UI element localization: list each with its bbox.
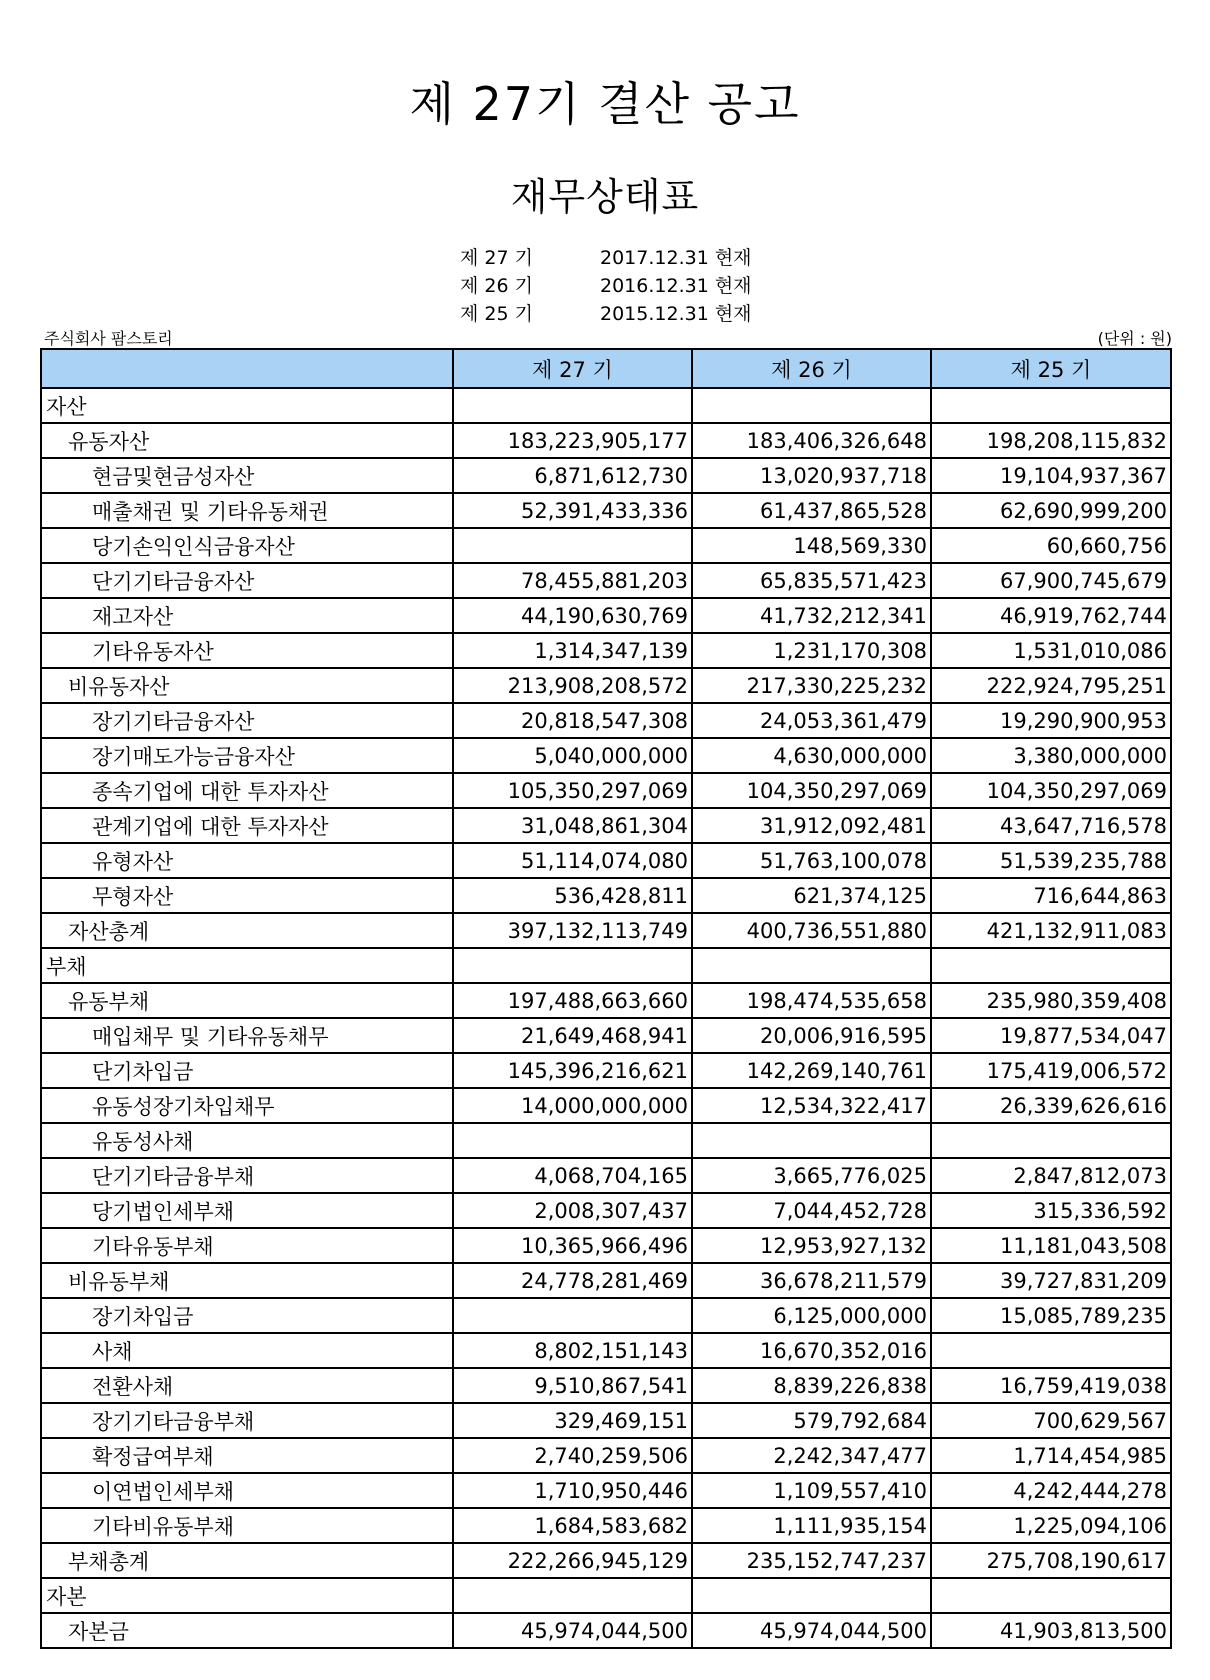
account-name-cell: 유동부채 bbox=[41, 983, 453, 1018]
account-name-cell: 무형자산 bbox=[41, 878, 453, 913]
table-row bbox=[41, 668, 1171, 703]
amount-cell: 41,903,813,500 bbox=[931, 1613, 1171, 1648]
table-row bbox=[41, 1193, 1171, 1228]
amount-cell bbox=[453, 1123, 692, 1158]
amount-cell: 67,900,745,679 bbox=[931, 563, 1171, 598]
account-name-cell: 사채 bbox=[41, 1333, 453, 1368]
amount-cell: 1,111,935,154 bbox=[692, 1508, 931, 1543]
account-name-cell: 종속기업에 대한 투자자산 bbox=[41, 773, 453, 808]
amount-cell: 397,132,113,749 bbox=[453, 913, 692, 948]
table-row bbox=[41, 1158, 1171, 1193]
amount-cell: 12,534,322,417 bbox=[692, 1088, 931, 1123]
amount-cell bbox=[453, 948, 692, 983]
amount-cell: 198,474,535,658 bbox=[692, 983, 931, 1018]
account-name-cell: 관계기업에 대한 투자자산 bbox=[41, 808, 453, 843]
table-row bbox=[41, 1508, 1171, 1543]
amount-cell: 400,736,551,880 bbox=[692, 913, 931, 948]
amount-cell: 421,132,911,083 bbox=[931, 913, 1171, 948]
amount-cell bbox=[692, 1578, 931, 1613]
account-name-cell: 자본금 bbox=[41, 1613, 453, 1648]
amount-cell: 6,871,612,730 bbox=[453, 458, 692, 493]
amount-cell: 700,629,567 bbox=[931, 1403, 1171, 1438]
amount-cell: 2,008,307,437 bbox=[453, 1193, 692, 1228]
amount-cell: 536,428,811 bbox=[453, 878, 692, 913]
amount-cell: 45,974,044,500 bbox=[453, 1613, 692, 1648]
table-row bbox=[41, 1473, 1171, 1508]
amount-cell bbox=[453, 528, 692, 563]
table-row bbox=[41, 773, 1171, 808]
statement-title: 재무상태표 bbox=[510, 175, 700, 219]
account-name-cell: 당기손익인식금융자산 bbox=[41, 528, 453, 563]
table-row bbox=[41, 598, 1171, 633]
account-name-cell: 장기기타금융부채 bbox=[41, 1403, 453, 1438]
amount-cell: 4,068,704,165 bbox=[453, 1158, 692, 1193]
amount-cell: 43,647,716,578 bbox=[931, 808, 1171, 843]
amount-cell: 235,980,359,408 bbox=[931, 983, 1171, 1018]
account-name-cell: 재고자산 bbox=[41, 598, 453, 633]
amount-cell: 78,455,881,203 bbox=[453, 563, 692, 598]
table-row bbox=[41, 1438, 1171, 1473]
period-label: 제 25 기 bbox=[460, 303, 533, 325]
amount-cell: 4,242,444,278 bbox=[931, 1473, 1171, 1508]
period-date: 2015.12.31 현재 bbox=[600, 303, 752, 325]
account-name-cell: 매출채권 및 기타유동채권 bbox=[41, 493, 453, 528]
account-name-cell: 부채총계 bbox=[41, 1543, 453, 1578]
amount-cell: 6,125,000,000 bbox=[692, 1298, 931, 1333]
table-row bbox=[41, 1228, 1171, 1263]
account-name-cell: 단기기타금융자산 bbox=[41, 563, 453, 598]
amount-cell: 2,740,259,506 bbox=[453, 1438, 692, 1473]
amount-cell: 1,684,583,682 bbox=[453, 1508, 692, 1543]
table-row bbox=[41, 1263, 1171, 1298]
amount-cell: 12,953,927,132 bbox=[692, 1228, 931, 1263]
account-name-cell: 단기기타금융부채 bbox=[41, 1158, 453, 1193]
amount-cell: 16,670,352,016 bbox=[692, 1333, 931, 1368]
account-name-cell: 기타유동부채 bbox=[41, 1228, 453, 1263]
amount-cell: 41,732,212,341 bbox=[692, 598, 931, 633]
amount-cell bbox=[453, 388, 692, 423]
account-name-cell: 장기기타금융자산 bbox=[41, 703, 453, 738]
amount-cell: 24,778,281,469 bbox=[453, 1263, 692, 1298]
amount-cell bbox=[931, 388, 1171, 423]
account-name-cell: 유동성사채 bbox=[41, 1123, 453, 1158]
amount-cell: 222,924,795,251 bbox=[931, 668, 1171, 703]
amount-cell: 16,759,419,038 bbox=[931, 1368, 1171, 1403]
account-name-cell: 부채 bbox=[41, 948, 453, 983]
header-cell-account bbox=[41, 349, 453, 388]
amount-cell: 39,727,831,209 bbox=[931, 1263, 1171, 1298]
amount-cell: 315,336,592 bbox=[931, 1193, 1171, 1228]
amount-cell: 1,109,557,410 bbox=[692, 1473, 931, 1508]
header-cell-period-26: 제 26 기 bbox=[692, 349, 931, 388]
amount-cell: 21,649,468,941 bbox=[453, 1018, 692, 1053]
table-row bbox=[41, 948, 1171, 983]
table-row bbox=[41, 458, 1171, 493]
amount-cell: 175,419,006,572 bbox=[931, 1053, 1171, 1088]
period-row bbox=[460, 244, 752, 272]
amount-cell: 7,044,452,728 bbox=[692, 1193, 931, 1228]
amount-cell: 1,231,170,308 bbox=[692, 633, 931, 668]
amount-cell: 104,350,297,069 bbox=[931, 773, 1171, 808]
amount-cell: 13,020,937,718 bbox=[692, 458, 931, 493]
amount-cell: 10,365,966,496 bbox=[453, 1228, 692, 1263]
period-label: 제 26 기 bbox=[460, 275, 533, 297]
amount-cell: 14,000,000,000 bbox=[453, 1088, 692, 1123]
period-row bbox=[460, 300, 752, 328]
amount-cell: 148,569,330 bbox=[692, 528, 931, 563]
period-date: 2017.12.31 현재 bbox=[600, 247, 752, 269]
table-row bbox=[41, 493, 1171, 528]
table-row bbox=[41, 913, 1171, 948]
table-row bbox=[41, 738, 1171, 773]
account-name-cell: 매입채무 및 기타유동채무 bbox=[41, 1018, 453, 1053]
amount-cell: 198,208,115,832 bbox=[931, 423, 1171, 458]
table-row bbox=[41, 1298, 1171, 1333]
company-name: 주식회사 팜스토리 bbox=[44, 329, 173, 348]
table-row bbox=[41, 1123, 1171, 1158]
amount-cell: 2,847,812,073 bbox=[931, 1158, 1171, 1193]
amount-cell: 8,839,226,838 bbox=[692, 1368, 931, 1403]
amount-cell bbox=[931, 948, 1171, 983]
table-row bbox=[41, 1088, 1171, 1123]
amount-cell: 1,531,010,086 bbox=[931, 633, 1171, 668]
table-row bbox=[41, 1578, 1171, 1613]
amount-cell: 51,763,100,078 bbox=[692, 843, 931, 878]
amount-cell: 60,660,756 bbox=[931, 528, 1171, 563]
amount-cell bbox=[692, 1123, 931, 1158]
unit-label: (단위 : 원) bbox=[1097, 329, 1172, 348]
amount-cell: 8,802,151,143 bbox=[453, 1333, 692, 1368]
account-name-cell: 유형자산 bbox=[41, 843, 453, 878]
account-name-cell: 유동성장기차입채무 bbox=[41, 1088, 453, 1123]
amount-cell: 3,380,000,000 bbox=[931, 738, 1171, 773]
amount-cell: 183,223,905,177 bbox=[453, 423, 692, 458]
amount-cell: 20,006,916,595 bbox=[692, 1018, 931, 1053]
account-name-cell: 비유동자산 bbox=[41, 668, 453, 703]
amount-cell: 579,792,684 bbox=[692, 1403, 931, 1438]
account-name-cell: 단기차입금 bbox=[41, 1053, 453, 1088]
table-row bbox=[41, 423, 1171, 458]
table-row bbox=[41, 703, 1171, 738]
account-name-cell: 이연법인세부채 bbox=[41, 1473, 453, 1508]
amount-cell: 222,266,945,129 bbox=[453, 1543, 692, 1578]
amount-cell: 52,391,433,336 bbox=[453, 493, 692, 528]
account-name-cell: 기타비유동부채 bbox=[41, 1508, 453, 1543]
amount-cell: 716,644,863 bbox=[931, 878, 1171, 913]
amount-cell: 46,919,762,744 bbox=[931, 598, 1171, 633]
header-cell-period-25: 제 25 기 bbox=[931, 349, 1171, 388]
amount-cell: 105,350,297,069 bbox=[453, 773, 692, 808]
account-name-cell: 비유동부채 bbox=[41, 1263, 453, 1298]
amount-cell: 62,690,999,200 bbox=[931, 493, 1171, 528]
table-row bbox=[41, 528, 1171, 563]
table-row bbox=[41, 1333, 1171, 1368]
amount-cell: 26,339,626,616 bbox=[931, 1088, 1171, 1123]
table-row bbox=[41, 983, 1171, 1018]
account-name-cell: 유동자산 bbox=[41, 423, 453, 458]
table-row bbox=[41, 1403, 1171, 1438]
account-name-cell: 확정급여부채 bbox=[41, 1438, 453, 1473]
amount-cell: 1,314,347,139 bbox=[453, 633, 692, 668]
amount-cell: 197,488,663,660 bbox=[453, 983, 692, 1018]
table-row bbox=[41, 878, 1171, 913]
amount-cell: 142,269,140,761 bbox=[692, 1053, 931, 1088]
account-name-cell: 전환사채 bbox=[41, 1368, 453, 1403]
account-name-cell: 당기법인세부채 bbox=[41, 1193, 453, 1228]
amount-cell bbox=[692, 388, 931, 423]
amount-cell: 61,437,865,528 bbox=[692, 493, 931, 528]
table-row bbox=[41, 1368, 1171, 1403]
table-row bbox=[41, 1018, 1171, 1053]
period-date: 2016.12.31 현재 bbox=[600, 275, 752, 297]
table-row bbox=[41, 1543, 1171, 1578]
account-name-cell: 장기매도가능금융자산 bbox=[41, 738, 453, 773]
amount-cell: 1,714,454,985 bbox=[931, 1438, 1171, 1473]
account-name-cell: 현금및현금성자산 bbox=[41, 458, 453, 493]
amount-cell: 2,242,347,477 bbox=[692, 1438, 931, 1473]
amount-cell: 213,908,208,572 bbox=[453, 668, 692, 703]
amount-cell bbox=[453, 1578, 692, 1613]
amount-cell: 1,710,950,446 bbox=[453, 1473, 692, 1508]
period-label: 제 27 기 bbox=[460, 247, 533, 269]
table-row bbox=[41, 388, 1171, 423]
account-name-cell: 장기차입금 bbox=[41, 1298, 453, 1333]
account-name-cell: 자산 bbox=[41, 388, 453, 423]
account-name-cell: 기타유동자산 bbox=[41, 633, 453, 668]
amount-cell: 19,104,937,367 bbox=[931, 458, 1171, 493]
amount-cell bbox=[931, 1333, 1171, 1368]
account-name-cell: 자산총계 bbox=[41, 913, 453, 948]
amount-cell: 19,290,900,953 bbox=[931, 703, 1171, 738]
amount-cell: 19,877,534,047 bbox=[931, 1018, 1171, 1053]
amount-cell: 44,190,630,769 bbox=[453, 598, 692, 633]
amount-cell: 329,469,151 bbox=[453, 1403, 692, 1438]
table-row bbox=[41, 808, 1171, 843]
table-row bbox=[41, 843, 1171, 878]
table-row bbox=[41, 1053, 1171, 1088]
amount-cell: 24,053,361,479 bbox=[692, 703, 931, 738]
amount-cell: 104,350,297,069 bbox=[692, 773, 931, 808]
amount-cell: 183,406,326,648 bbox=[692, 423, 931, 458]
amount-cell: 11,181,043,508 bbox=[931, 1228, 1171, 1263]
header-cell-period-27: 제 27 기 bbox=[453, 349, 692, 388]
table-row bbox=[41, 563, 1171, 598]
amount-cell: 621,374,125 bbox=[692, 878, 931, 913]
amount-cell: 217,330,225,232 bbox=[692, 668, 931, 703]
amount-cell: 31,912,092,481 bbox=[692, 808, 931, 843]
table-header-row bbox=[41, 349, 1171, 388]
amount-cell: 36,678,211,579 bbox=[692, 1263, 931, 1298]
table-row bbox=[41, 1613, 1171, 1648]
amount-cell: 3,665,776,025 bbox=[692, 1158, 931, 1193]
balance-sheet-table bbox=[40, 348, 1172, 1649]
amount-cell: 65,835,571,423 bbox=[692, 563, 931, 598]
period-row bbox=[460, 272, 752, 300]
amount-cell: 4,630,000,000 bbox=[692, 738, 931, 773]
table-row bbox=[41, 633, 1171, 668]
amount-cell: 45,974,044,500 bbox=[692, 1613, 931, 1648]
amount-cell bbox=[692, 948, 931, 983]
amount-cell bbox=[931, 1578, 1171, 1613]
amount-cell: 20,818,547,308 bbox=[453, 703, 692, 738]
amount-cell: 145,396,216,621 bbox=[453, 1053, 692, 1088]
amount-cell: 5,040,000,000 bbox=[453, 738, 692, 773]
period-list bbox=[460, 244, 752, 328]
amount-cell: 1,225,094,106 bbox=[931, 1508, 1171, 1543]
document-title: 제 27기 결산 공고 bbox=[409, 77, 801, 131]
amount-cell bbox=[931, 1123, 1171, 1158]
amount-cell: 15,085,789,235 bbox=[931, 1298, 1171, 1333]
amount-cell: 51,539,235,788 bbox=[931, 843, 1171, 878]
account-name-cell: 자본 bbox=[41, 1578, 453, 1613]
amount-cell: 9,510,867,541 bbox=[453, 1368, 692, 1403]
amount-cell: 235,152,747,237 bbox=[692, 1543, 931, 1578]
amount-cell: 51,114,074,080 bbox=[453, 843, 692, 878]
amount-cell bbox=[453, 1298, 692, 1333]
amount-cell: 31,048,861,304 bbox=[453, 808, 692, 843]
amount-cell: 275,708,190,617 bbox=[931, 1543, 1171, 1578]
